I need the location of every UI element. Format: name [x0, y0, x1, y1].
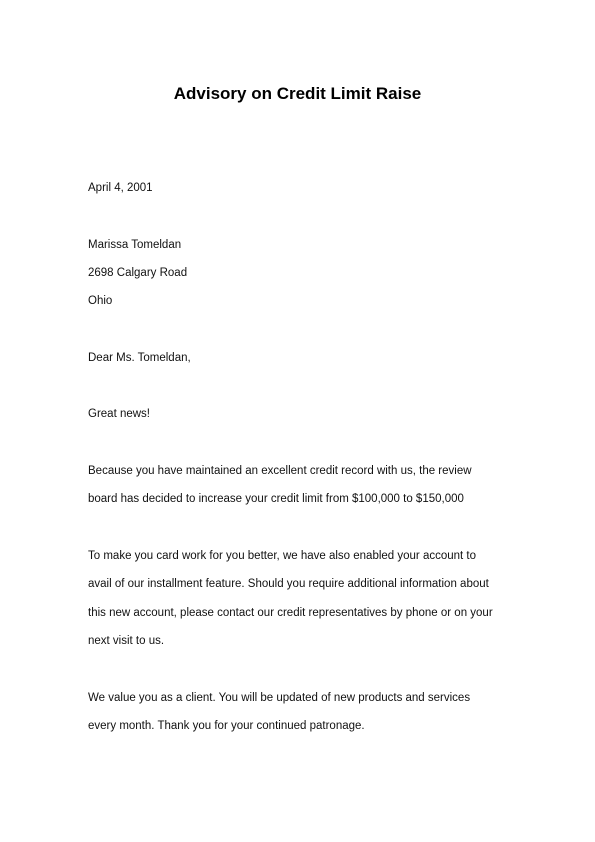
paragraph-2-line-4: next visit to us.: [88, 635, 165, 647]
paragraph-3-line-2: every month. Thank you for your continued patronage.: [88, 720, 365, 732]
paragraph-1-line-2: board has decided to increase your credit limit from $100,000 to $150,000: [88, 493, 464, 505]
paragraph-1-line-1: Because you have maintained an excellent credit record with us, the review: [88, 465, 472, 477]
paragraph-3-line-1: We value you as a client. You will be updated of new products and services: [88, 692, 471, 704]
paragraph-2-line-2: avail of our installment feature. Should you require additional information about: [88, 578, 489, 590]
paragraph-2-line-1: To make you card work for you better, we have also enabled your account to: [88, 550, 477, 562]
salutation: Dear Ms. Tomeldan,: [88, 352, 191, 364]
recipient-state: Ohio: [88, 295, 113, 307]
letter-title: Advisory on Credit Limit Raise: [173, 84, 422, 103]
recipient-name: Marissa Tomeldan: [88, 239, 182, 251]
opening-line: Great news!: [88, 408, 150, 420]
recipient-street: 2698 Calgary Road: [88, 267, 188, 279]
paragraph-2-line-3: this new account, please contact our credit representatives by phone or on your: [88, 607, 493, 619]
letter-date: April 4, 2001: [88, 182, 153, 194]
